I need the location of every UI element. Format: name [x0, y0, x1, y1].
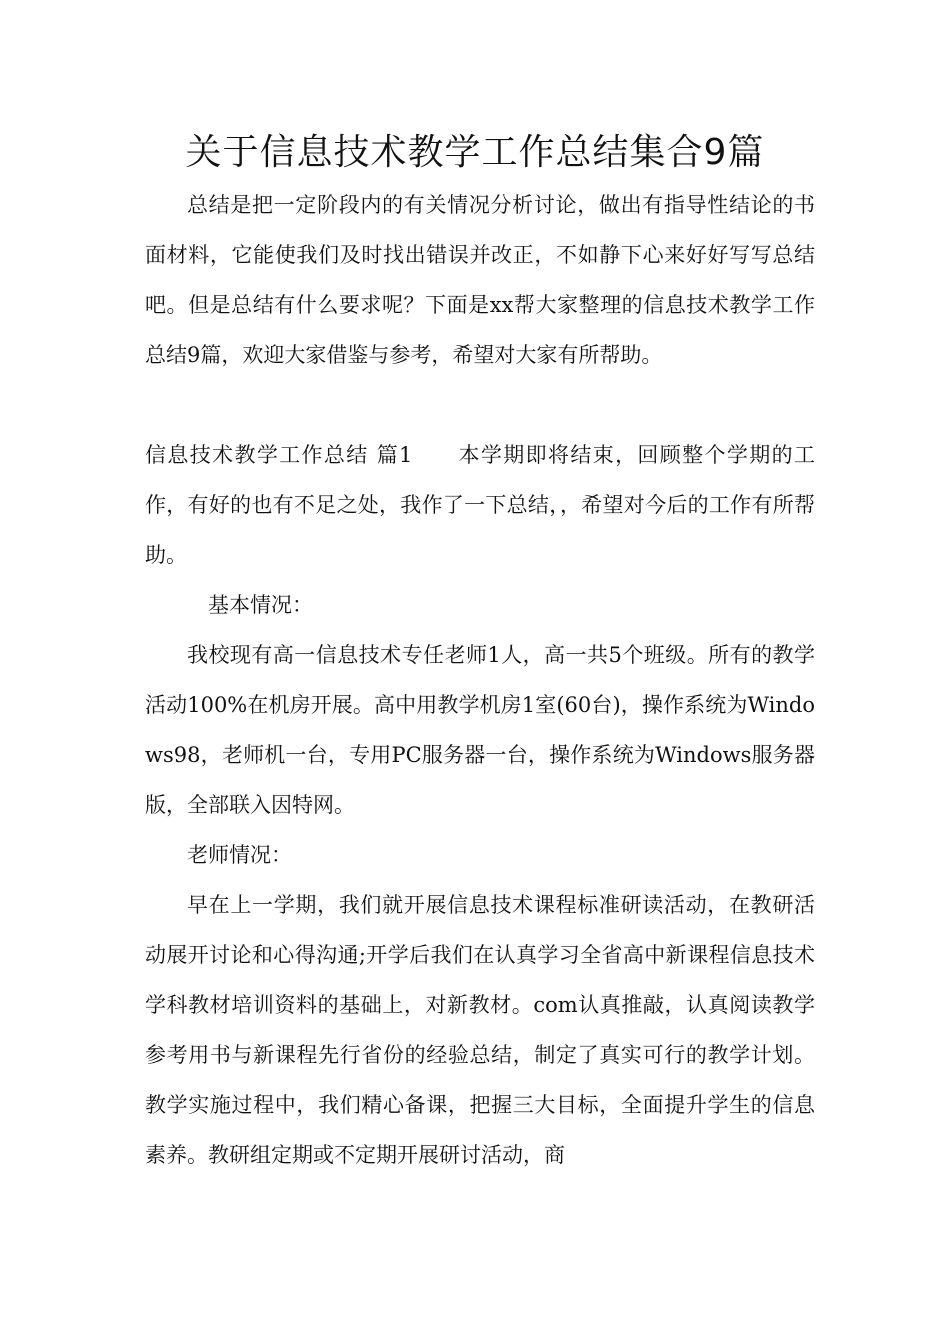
section1-heading: 信息技术教学工作总结 篇1 [145, 443, 413, 467]
paragraph-gap [145, 380, 815, 430]
section1-paragraph [145, 430, 815, 580]
teacher-info-paragraph: 早在上一学期，我们就开展信息技术课程标准研读活动，在教研活动展开讨论和心得沟通;开学后我们在认真学习全省高中新课程信息技术学科教材培训资料的基础上，对新教材。com认真推敲，认真阅读教学参考用书与新课程先行省份的经验总结，制定了真实可行的教学计划。教学实施过程中，我们精心备课，把握三大目标，全面提升学生的信息素养。教研组定期或不定期开展研讨活动，商 [145, 893, 815, 1167]
document-title: 关于信息技术教学工作总结集合9篇 [185, 132, 765, 173]
basic-info-heading: 基本情况： [208, 593, 313, 617]
document-body [145, 180, 815, 1180]
basic-info-paragraph: 我校现有高一信息技术专任老师1人，高一共5个班级。所有的教学活动100%在机房开展。高中用教学机房1室(60台)，操作系统为Windows98，老师机一台，专用PC服务器一台，操作系统为Windows服务器版，全部联入因特网。 [145, 643, 815, 817]
section1-opening: 本学期即将结束，回顾整个学期的工作，有好的也有不足之处，我作了一下总结，，希望对今后的工作有所帮助。 [145, 443, 815, 567]
intro-paragraph: 总结是把一定阶段内的有关情况分析讨论，做出有指导性结论的书面材料，它能使我们及时找出错误并改正，不如静下心来好好写写总结吧。但是总结有什么要求呢？下面是xx帮大家整理的信息技术教学工作总结9篇，欢迎大家借鉴与参考，希望对大家有所帮助。 [145, 193, 815, 367]
teacher-info-heading: 老师情况： [187, 843, 292, 867]
